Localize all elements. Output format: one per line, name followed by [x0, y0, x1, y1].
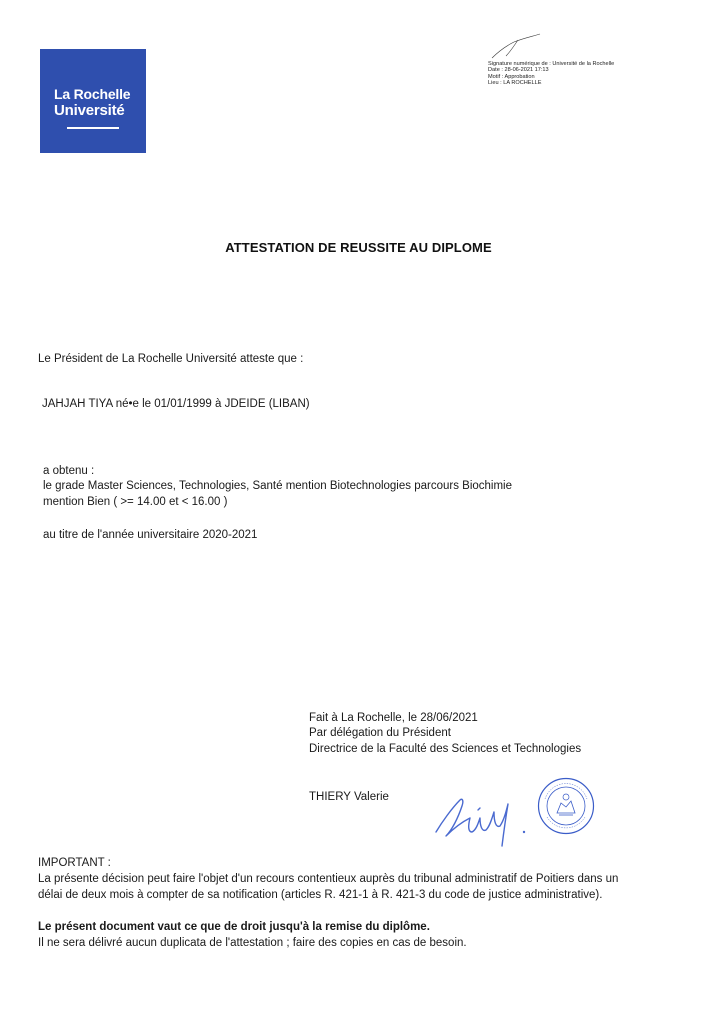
document-title: ATTESTATION DE REUSSITE AU DIPLOME [225, 240, 492, 255]
logo-text-line1: La Rochelle [54, 86, 131, 102]
intro-text: Le Président de La Rochelle Université atteste que : [38, 353, 304, 365]
notice-bold-line: Le présent document vaut ce que de droit jusqu'à la remise du diplôme. [38, 921, 430, 933]
digital-signature-reason: Motif : Approbation [488, 73, 535, 80]
digital-signature-info [488, 61, 614, 86]
logo-text-line2: Université [54, 102, 125, 119]
digital-signature-line: Signature numérique de : Université de la Rochelle [488, 61, 615, 67]
honors-text: mention Bien ( >= 14.00 et < 16.00 ) [43, 496, 228, 508]
delegation-text: Par délégation du Président [309, 727, 451, 739]
notice-line-1: La présente décision peut faire l'objet d'un recours contentieux auprès du tribunal administratif de Poitiers dans un [38, 873, 619, 885]
degree-text: le grade Master Sciences, Technologies, Santé mention Biotechnologies parcours Biochimie [43, 480, 512, 492]
signatory-role: Directrice de la Faculté des Sciences et Technologies [309, 743, 582, 755]
notice-heading: IMPORTANT : [38, 857, 111, 869]
digital-signature-place: Lieu : LA ROCHELLE [488, 79, 542, 86]
signatory-name: THIERY Valerie [309, 791, 389, 803]
obtained-label: a obtenu : [43, 465, 95, 477]
place-date: Fait à La Rochelle, le 28/06/2021 [309, 712, 478, 724]
notice-last-line: Il ne sera délivré aucun duplicata de l'attestation ; faire des copies en cas de besoin. [38, 937, 467, 949]
digital-signature-date: Date : 28-06-2021 17:13 [488, 67, 549, 74]
official-stamp [537, 777, 595, 835]
digital-signature-stroke [488, 32, 548, 60]
student-identity: JAHJAH TIYA né•e le 01/01/1999 à JDEIDE (LIBAN) [42, 398, 310, 410]
logo-underline [67, 127, 119, 129]
academic-year: au titre de l'année universitaire 2020-2021 [43, 529, 258, 541]
university-logo [40, 49, 146, 153]
notice-line-2: délai de deux mois à compter de sa notification (articles R. 421-1 à R. 421-3 du code de justice administrative). [38, 889, 603, 901]
handwritten-signature [432, 782, 532, 852]
